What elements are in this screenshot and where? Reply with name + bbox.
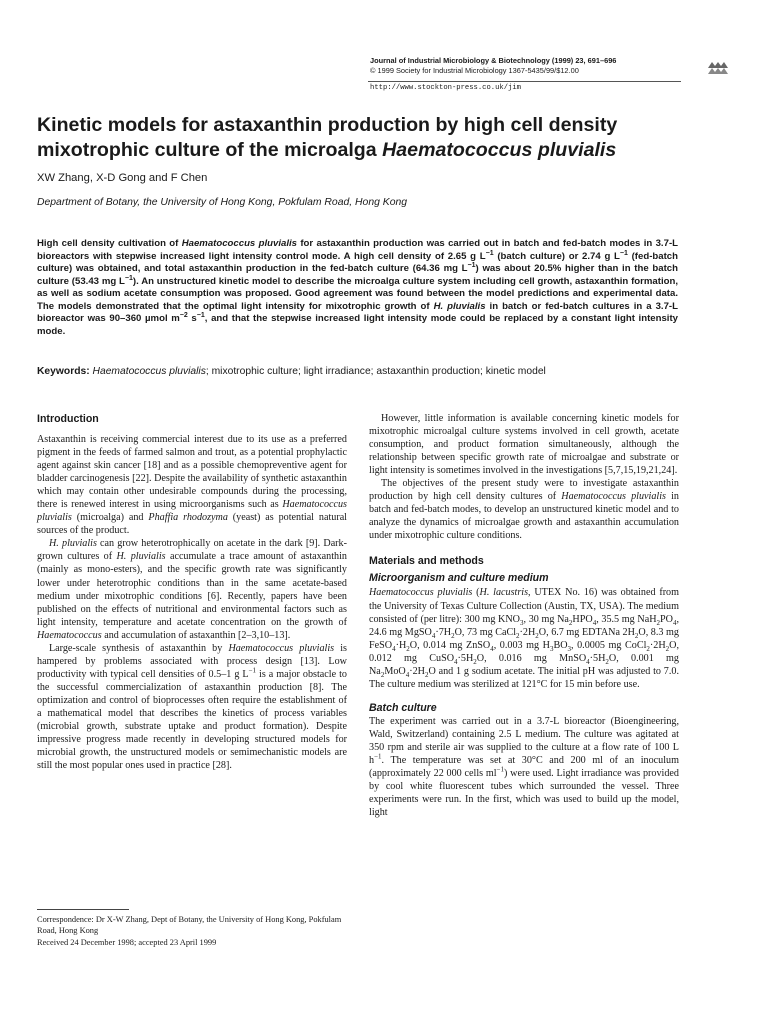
title-text: Kinetic models for astaxanthin production by high cell density mixotrophic culture of the microalga	[37, 114, 618, 161]
abstract-text: (fed-batch culture) was obtained, and total astaxanthin production in the fed-batch culture (64.36 mg L	[37, 250, 678, 274]
species-name: Phaffia rhodozyma	[148, 512, 228, 524]
subscript: 2	[634, 631, 639, 640]
subscript: 4	[431, 631, 436, 640]
intro-paragraph-3	[37, 642, 347, 772]
abstract-italic: Haematococcus pluvialis	[181, 238, 298, 249]
text: O, 0.014 mg ZnSO	[409, 639, 491, 651]
keywords-list: ; mixotrophic culture; light irradiance; astaxanthin production; kinetic model	[205, 366, 546, 377]
footnote	[37, 914, 352, 948]
subscript: 4	[392, 644, 396, 653]
text: ·5H	[457, 652, 474, 664]
abstract-sup: −1	[485, 249, 494, 257]
methods-paragraph-1	[369, 586, 679, 690]
subscript: 3	[549, 644, 554, 653]
text: HPO	[572, 613, 593, 625]
text: , 0.003 mg H	[493, 639, 550, 651]
abstract-sup: −2	[179, 311, 188, 319]
received-dates: Received 24 December 1998; accepted 23 April 1999	[37, 937, 217, 947]
species-name: Haematococcus pluvialis	[561, 491, 666, 503]
text: PO	[660, 613, 673, 625]
abstract	[37, 238, 678, 338]
right-column	[369, 412, 679, 819]
section-heading-methods: Materials and methods	[369, 555, 484, 568]
text: O, 0.016 mg MnSO	[476, 652, 587, 664]
abstract-italic: H. pluvialis	[433, 300, 486, 312]
text: , 35.5 mg NaH	[596, 613, 657, 625]
abstract-sup: −1	[124, 274, 133, 282]
intro-paragraph-5	[369, 477, 679, 542]
text: can grow heterotrophically on acetate in the dark [9]. Dark-grown cultures of	[37, 538, 347, 563]
keywords	[37, 366, 697, 377]
subscript: 2	[406, 644, 410, 653]
text: O and 1 g sodium acetate. The initial pH was adjusted to 7.0. The culture medium was sterilized at 121°C for 15 min before use.	[369, 665, 679, 690]
text: MoO	[384, 665, 406, 677]
journal-url[interactable]: http://www.stockton-press.co.uk/jim	[370, 84, 521, 92]
intro-paragraph-4: However, little information is available concerning kinetic models for mixotrophic microalgal culture systems involved in cell growth, acetate consumption, and product formation simultaneously, although the relationship between specific growth rate of microalgae and substrate or light intensity is sometimes involved in the investigations [5,7,15,19,21,24].	[369, 413, 679, 477]
intro-paragraph-1	[37, 433, 347, 537]
text: Large-scale synthesis of astaxanthin by	[49, 642, 229, 654]
text: O, 73 mg CaCl	[454, 626, 517, 638]
correspondence: Correspondence: Dr X-W Zhang, Dept of Botany, the University of Hong Kong, Pokfulam Road, Hong Kong	[37, 915, 342, 936]
subscript: 2	[380, 670, 385, 679]
species-name: Haematococcus pluvialis	[369, 587, 473, 599]
text: (	[472, 587, 480, 599]
abstract-text: High cell density cultivation of	[37, 238, 182, 249]
subscript: 3	[567, 644, 572, 653]
text: O, 0.012 mg CuSO	[369, 639, 679, 664]
text: ) were used. Light irradiance was provided by cool white fluorescent tubes which surrounded the vessel. Three experiments were run. In the first, which was used to build up the model, light	[369, 768, 679, 819]
subheading-microorganism: Microorganism and culture medium	[369, 572, 549, 585]
section-heading-introduction: Introduction	[37, 413, 99, 425]
subscript: 4	[672, 618, 677, 627]
abstract-text: , and that the stepwise increased light intensity mode could be replaced by a constant light intensity mode.	[37, 313, 678, 337]
text: The objectives of the present study were to investigate astaxanthin production by high cell density cultures of	[369, 478, 679, 503]
text: . The temperature was set at 30°C and 200 ml of an inoculum (approximately 22 000 cells ml	[369, 754, 679, 780]
text: Astaxanthin is receiving commercial interest due to its use as a preferred pigment in the feeds of farmed salmon and trout, as a potential prophylactic agent against skin cancer [18] and as a possible chemopreventive agent for bladder carcinogenesis [22]. Despite the availability of synthetic astaxanthin which may contain other undesirable compounds during the processing, there is renewed interest in using microorganisms such as	[37, 434, 347, 511]
abstract-sup: −1	[467, 261, 476, 269]
header-rule	[368, 81, 681, 82]
text: ·H	[395, 639, 407, 651]
text: accumulate a trace amount of astaxanthin (mainly as mono-esters), and the specific growth rate was significantly lower under heterotrophic conditions than in the same acetate-based medium under mixotrophic conditions [6]. Recently, papers have been published on the effects of nutritional and environmental factors such as light intensity, temperature and acetate concentration on the growth of	[37, 551, 347, 628]
affiliation: Department of Botany, the University of Hong Kong, Pokfulam Road, Hong Kong	[37, 197, 408, 208]
subscript: 4	[454, 657, 458, 666]
subscript: 2	[516, 631, 520, 640]
abstract-text: (batch culture) or 2.74 g L	[493, 250, 620, 262]
subscript: 2	[656, 618, 661, 627]
subscript: 2	[424, 670, 429, 679]
text: , 0.0005 mg CoCl	[571, 639, 647, 651]
text: and accumulation of astaxanthin [2–3,10–13].	[101, 629, 291, 641]
species-name: Haematococcus pluvialis	[228, 642, 335, 654]
methods-paragraph-2	[369, 715, 679, 819]
left-column	[37, 412, 347, 772]
text: O, 0.001 mg Na	[369, 652, 679, 677]
journal-citation: Journal of Industrial Microbiology & Biotechnology (1999) 23, 691–696	[370, 56, 617, 65]
intro-paragraph-2	[37, 537, 347, 641]
species-name: Haematococcus	[37, 629, 102, 641]
text: in batch and fed-batch modes, to develop an unstructured kinetic model and to analyze the dynamics of microalgae growth and astaxanthin accumulation under mixotrophic culture conditions.	[369, 491, 679, 542]
abstract-sup: −1	[619, 249, 628, 257]
subscript: 4	[592, 618, 597, 627]
species-name: H. pluvialis	[116, 551, 166, 563]
species-name: H. pluvialis	[49, 538, 97, 550]
text: is a major obstacle to the successful commercialization of astaxanthin production [8]. The optimization and control of bioprocesses often require the establishment of a mathematical model that describes the kinetics of process variables (microbial growth, substrate uptake and product formation). Despite impressive progress made recently in developing structured models for microbial growth, the unstructured models or semimechanistic models are still the most popular ones used in practice [28].	[37, 668, 347, 772]
subscript: 2	[451, 631, 455, 640]
text: ·5H	[589, 652, 606, 664]
text: (microalga) and	[71, 512, 149, 524]
text: ·2H	[519, 626, 536, 638]
publisher-logo-icon	[707, 58, 729, 76]
abstract-text: in batch or fed-batch cultures in a 3.7-L bioreactor was 90–360 µmol m	[37, 300, 678, 324]
text: BO	[553, 639, 568, 651]
superscript: −1	[248, 666, 257, 675]
abstract-sup: −1	[196, 311, 205, 319]
superscript: −1	[374, 752, 382, 761]
text: , UTEX No. 16) was obtained from the University of Texas Culture Collection (Austin, TX, USA). The medium consisted of (per litre): 300 mg KNO	[369, 587, 679, 625]
abstract-text: ). An unstructured kinetic model to describe the microalga culture system including cell growth, astaxanthin formation, as well as sodium acetate consumption was proposed. Good agreement was found between the model predictions and experimental data. The models demonstrated that the optimal light intensity for mixotrophic growth of	[37, 275, 678, 312]
subscript: 2	[535, 631, 539, 640]
text: ·2H	[409, 665, 425, 677]
subscript: 2	[665, 644, 670, 653]
subscript: 4	[405, 670, 410, 679]
abstract-text: for astaxanthin production was carried out in batch and fed-batch modes in 3.7-L bioreactors with stepwise increased light intensity control mode. A high cell density of 2.65 g L	[37, 238, 678, 262]
text: The experiment was carried out in a 3.7-L bioreactor (Bioengineering, Wald, Switzerland) containing 2.5 L medium. The culture was agitated at 350 rpm and sterile air was supplied to the culture at a flow rate of 100 L h	[369, 715, 679, 766]
text: ·7H	[435, 626, 452, 638]
text: (yeast) as potential natural sources of the product.	[37, 512, 347, 537]
text: O, 6.7 mg EDTANa 2H	[538, 626, 635, 638]
subscript: 3	[520, 618, 524, 627]
journal-header	[370, 56, 670, 93]
text: ·2H	[649, 639, 666, 651]
text: , 24.6 mg MgSO	[369, 613, 679, 638]
species-name: Haematococcus pluvialis	[37, 499, 347, 524]
abstract-text: s	[187, 313, 197, 324]
subscript: 4	[490, 644, 494, 653]
subheading-batch-culture: Batch culture	[369, 701, 437, 714]
footnote-rule	[37, 909, 129, 910]
superscript: −1	[496, 765, 504, 774]
keywords-label: Keywords:	[37, 366, 90, 377]
abstract-text: ) was about 20.5% higher than in the batch culture (53.43 mg L	[37, 263, 678, 287]
text: , 30 mg Na	[523, 613, 569, 625]
species-name: H. lacustris	[479, 587, 529, 599]
subscript: 2	[605, 657, 609, 666]
text: O, 8.3 mg FeSO	[369, 626, 679, 651]
subscript: 2	[568, 618, 573, 627]
subscript: 2	[473, 657, 477, 666]
journal-copyright: © 1999 Society for Industrial Microbiology 1367-5435/99/$12.00	[370, 66, 579, 75]
authors: XW Zhang, X-D Gong and F Chen	[37, 172, 208, 184]
text: is hampered by problems associated with process design [13]. Low productivity with typical cell densities of 0.5–1 g L	[37, 642, 347, 680]
article-title	[37, 113, 717, 163]
subscript: 4	[586, 657, 590, 666]
keyword-species: Haematococcus pluvialis	[92, 366, 206, 377]
title-species: Haematococcus pluvialis	[382, 139, 617, 161]
subscript: 2	[646, 644, 650, 653]
